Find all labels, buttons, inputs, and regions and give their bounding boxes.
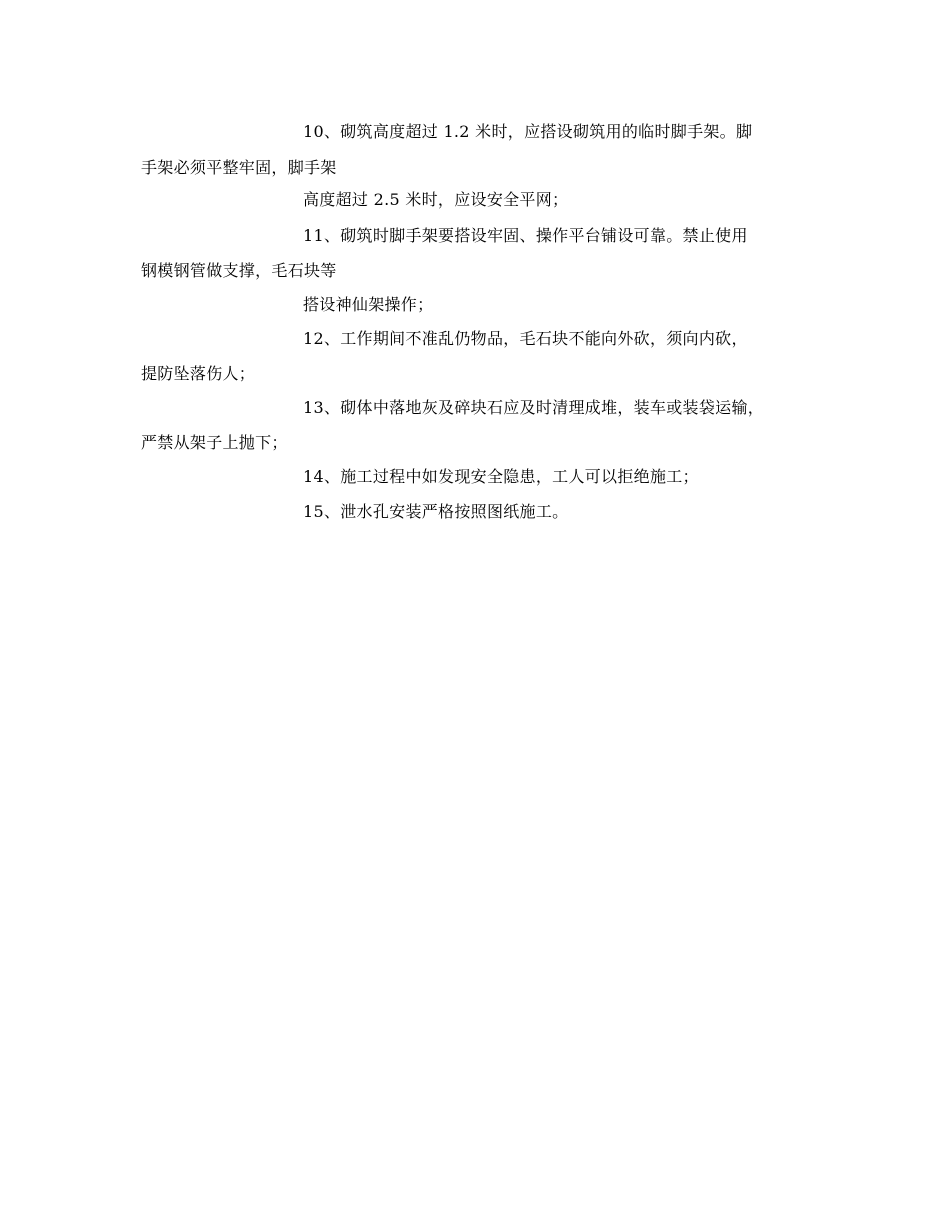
item-15-line-1: 15、泄水孔安装严格按照图纸施工。 xyxy=(303,502,569,521)
item-11-line-1: 11、砌筑时脚手架要搭设牢固、操作平台铺设可靠。禁止使用 xyxy=(303,226,748,245)
item-14-line-1: 14、施工过程中如发现安全隐患，工人可以拒绝施工； xyxy=(303,467,699,486)
item-12-line-1: 12、工作期间不准乱仍物品，毛石块不能向外砍，须向内砍， xyxy=(303,329,748,348)
item-13-line-1: 13、砌体中落地灰及碎块石应及时清理成堆，装车或装袋运输， xyxy=(303,398,765,417)
item-10-line-2: 手架必须平整牢固，脚手架 xyxy=(141,158,337,177)
item-12-line-2: 提防坠落伤人； xyxy=(141,364,256,383)
item-11-line-2: 钢模钢管做支撑，毛石块等 xyxy=(141,261,337,280)
item-11-line-3: 搭设神仙架操作； xyxy=(303,295,434,314)
item-13-line-2: 严禁从架子上抛下； xyxy=(141,433,288,452)
item-10-line-3: 高度超过 2.5 米时，应设安全平网； xyxy=(303,190,569,209)
item-10-line-1: 10、砌筑高度超过 1.2 米时，应搭设砌筑用的临时脚手架。脚 xyxy=(303,122,753,141)
